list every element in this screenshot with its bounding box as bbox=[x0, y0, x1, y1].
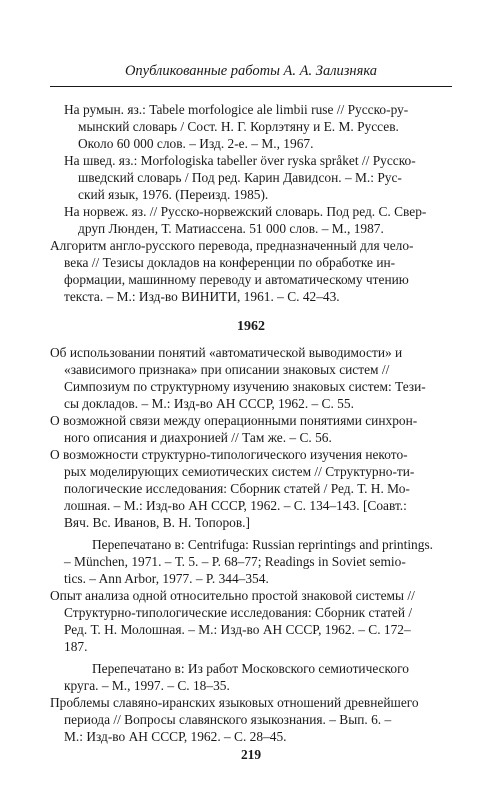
entry-line: На норвеж. яз. // Русско-норвежский словарь. Под ред. С. Свер- bbox=[64, 204, 427, 219]
entry-line: Структурно-типологические исследования: Сборник статей / bbox=[64, 605, 413, 620]
entry-line: мынский словарь / Сост. Н. Г. Корлэтяну и Е. М. Руссев. bbox=[78, 119, 399, 134]
entry-line: текста. – М.: Изд-во ВИНИТИ, 1961. – С. 42–43. bbox=[64, 289, 340, 304]
entry-line: Около 60 000 слов. – Изд. 2-е. – М., 1967. bbox=[78, 136, 314, 151]
entry-line: века // Тезисы докладов на конференции по обработке ин- bbox=[64, 255, 396, 270]
entry-line: М.: Изд-во АН СССР, 1962. – С. 28–45. bbox=[64, 729, 287, 744]
entry-line: ного описания и диахронией // Там же. – С. 56. bbox=[64, 430, 332, 445]
entry-line: 187. bbox=[64, 639, 88, 654]
reprint-line: tics. – Ann Arbor, 1977. – P. 344–354. bbox=[64, 571, 269, 586]
entry-line: О возможной связи между операционными понятиями синхрон- bbox=[50, 413, 418, 428]
year-heading: 1962 bbox=[237, 319, 265, 334]
entry-line: формации, машинному переводу и автоматическому чтению bbox=[64, 272, 409, 287]
bibliography-entry bbox=[50, 344, 452, 412]
entry-line: сы докладов. – М.: Изд-во АН СССР, 1962. – С. 55. bbox=[64, 396, 354, 411]
entries-1962 bbox=[50, 344, 452, 745]
reprint-line: Перепечатано в: Centrifuga: Russian reprintings and printings. bbox=[92, 537, 434, 552]
bibliography-content bbox=[50, 101, 452, 745]
entry-line: Об использовании понятий «автоматической выводимости» и bbox=[50, 345, 403, 360]
bibliography-entry bbox=[50, 203, 452, 237]
bibliography-entry bbox=[50, 152, 452, 203]
bibliography-entry bbox=[50, 587, 452, 694]
reprint-line: Перепечатано в: Из работ Московского семиотического bbox=[92, 661, 409, 676]
entry-line: «зависимого признака» при описании знаковых систем // bbox=[64, 362, 390, 377]
reprint-line: – München, 1971. – Т. 5. – Р. 68–77; Readings in Soviet semio- bbox=[64, 554, 406, 569]
entry-line: лошная. – М.: Изд-во АН СССР, 1962. – С. 134–143. [Соавт.: bbox=[64, 498, 407, 513]
reprint-line: круга. – М., 1997. – С. 18–35. bbox=[64, 678, 230, 693]
entries-1961-continued bbox=[50, 101, 452, 305]
entry-line: ский язык, 1976. (Переизд. 1985). bbox=[78, 187, 269, 202]
entry-line: О возможности структурно-типологического изучения некото- bbox=[50, 447, 408, 462]
bibliography-entry bbox=[50, 412, 452, 446]
entry-line: пологические исследования: Сборник статей / Ред. Т. Н. Мо- bbox=[64, 481, 410, 496]
bibliography-entry bbox=[50, 101, 452, 152]
entry-line: периода // Вопросы славянского языкознания. – Вып. 6. – bbox=[64, 712, 392, 727]
entry-line: Симпозиум по структурному изучению знаковых систем: Тези- bbox=[64, 379, 426, 394]
entry-line: Ред. Т. Н. Молошная. – М.: Изд-во АН СССР, 1962. – С. 172– bbox=[64, 622, 411, 637]
entry-line: На швед. яз.: Morfologiska tabeller över ryska språket // Русско- bbox=[64, 153, 416, 168]
entry-line: Вяч. Вс. Иванов, В. Н. Топоров.] bbox=[64, 515, 250, 530]
running-head: Опубликованные работы А. А. Зализняка bbox=[124, 63, 378, 79]
entry-line: На румын. яз.: Tabele morfologice ale limbii ruse // Русско-ру- bbox=[64, 102, 409, 117]
bibliography-entry bbox=[50, 237, 452, 305]
entry-line: рых моделирующих семиотических систем // Структурно-ти- bbox=[64, 464, 415, 479]
entry-line: Алгоритм англо-русского перевода, предназначенный для чело- bbox=[50, 238, 414, 253]
entry-line: Проблемы славяно-иранских языковых отношений древнейшего bbox=[50, 695, 419, 710]
entry-line: шведский словарь / Под ред. Карин Давидсон. – М.: Рус- bbox=[78, 170, 402, 185]
page-number: 219 bbox=[240, 747, 262, 762]
header-rule bbox=[50, 86, 452, 87]
bibliography-entry bbox=[50, 446, 452, 587]
bibliography-entry bbox=[50, 694, 452, 745]
entry-line: Опыт анализа одной относительно простой знаковой системы // bbox=[50, 588, 415, 603]
entry-line: друп Люнден, Т. Матиассена. 51 000 слов. – М., 1987. bbox=[78, 221, 384, 236]
